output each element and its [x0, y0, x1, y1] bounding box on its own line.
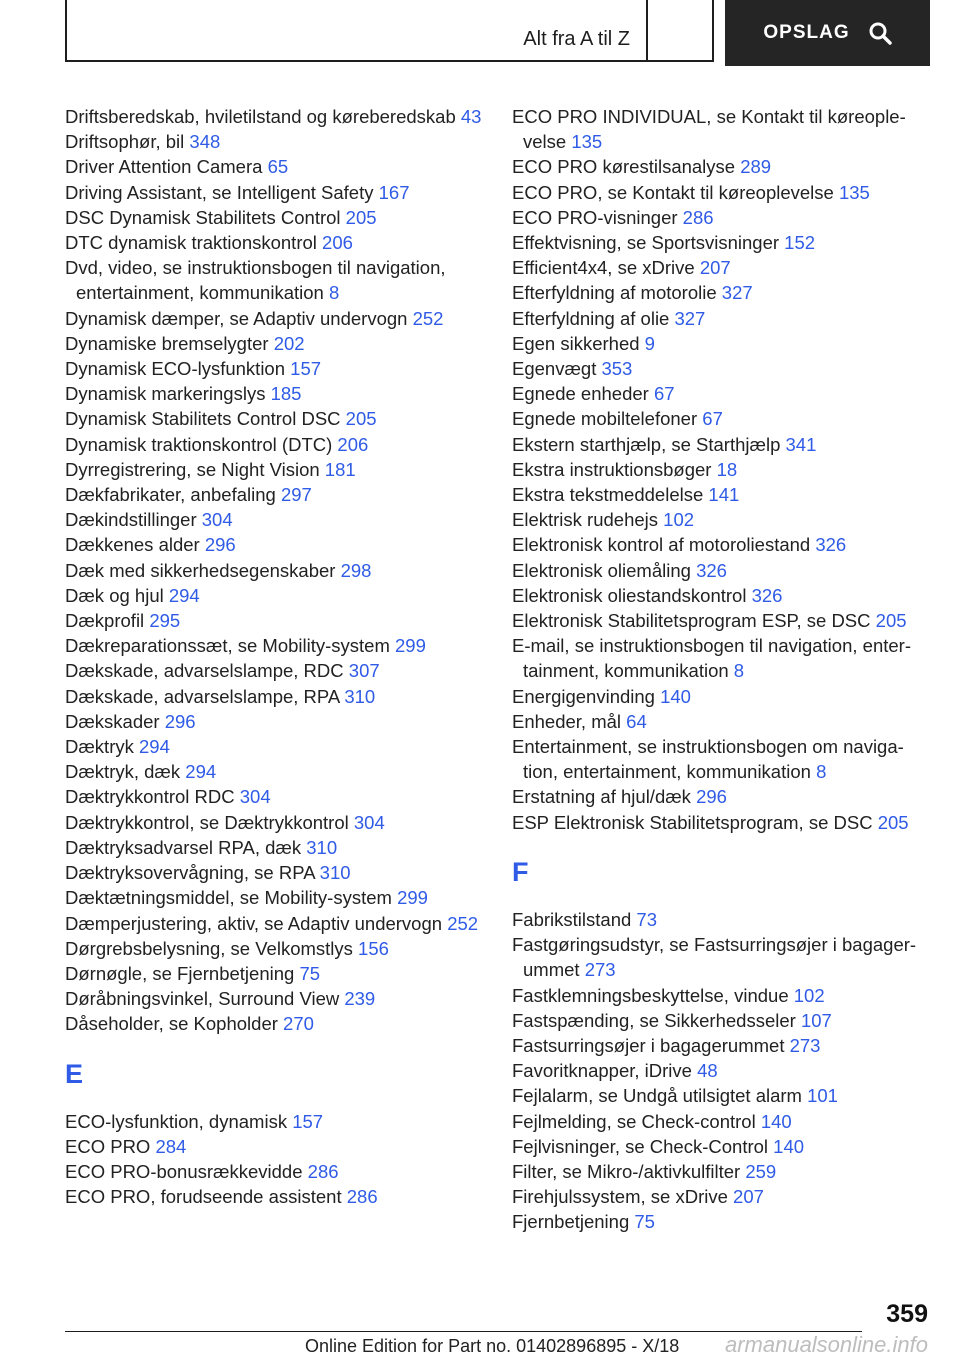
page-reference-link[interactable]: 294	[168, 584, 200, 606]
search-button[interactable]	[725, 0, 930, 66]
page-reference-link[interactable]: 65	[267, 156, 289, 178]
index-entry	[512, 306, 932, 331]
index-entry-text: Effektvisning, se Sportsvisninger	[512, 232, 780, 254]
index-entry-text: Favoritknapper, iDrive	[512, 1060, 692, 1082]
index-entry	[512, 457, 932, 482]
index-entry-text: ECO PRO, forudseende assistent	[65, 1186, 342, 1208]
index-entry	[65, 810, 495, 835]
index-entry	[65, 205, 495, 230]
index-entry-text: Dørgrebsbelysning, se Velkomstlys	[65, 937, 353, 959]
index-entry-text: Efterfyldning af olie	[512, 307, 670, 329]
page-reference-link[interactable]: 304	[239, 786, 271, 808]
index-entry	[65, 608, 495, 633]
index-entry	[512, 406, 932, 431]
index-entry-text: Firehjulssystem, se xDrive	[512, 1186, 728, 1208]
index-entry	[65, 255, 495, 305]
index-entry-text: Elektronisk oliemåling	[512, 559, 691, 581]
index-entry	[512, 558, 932, 583]
section-title: Alt fra A til Z	[523, 28, 630, 50]
index-entry	[512, 205, 932, 230]
index-entry	[512, 1109, 932, 1134]
page-reference-link[interactable]: 304	[201, 509, 233, 531]
index-entry-text: Dækfabrikater, anbefaling	[65, 484, 276, 506]
page-reference-link[interactable]: 152	[784, 232, 816, 254]
index-entry	[512, 532, 932, 557]
index-entry-text: Fejlalarm, se Undgå utilsigtet alarm	[512, 1085, 802, 1107]
page-reference-link[interactable]: 205	[345, 206, 377, 228]
page-reference-link[interactable]: 135	[571, 131, 603, 153]
index-entry-text: DTC dynamisk traktionskontrol	[65, 232, 317, 254]
page-reference-link[interactable]: 299	[395, 635, 426, 657]
index-entry	[512, 104, 932, 154]
page-reference-link[interactable]: 296	[164, 710, 196, 732]
page-reference-link[interactable]: 67	[702, 408, 723, 430]
page-reference-link[interactable]: 140	[760, 1110, 792, 1132]
index-entry	[512, 381, 932, 406]
index-entry	[65, 911, 495, 936]
index-entry-text: Dynamisk Stabilitets Control DSC	[65, 408, 341, 430]
index-entry-text: E-mail, se instruktionsbogen til navigation, entertainment, kommunikation	[512, 635, 911, 682]
header-tab-frame	[65, 0, 648, 62]
page-reference-link[interactable]: 341	[785, 433, 817, 455]
index-entry	[512, 1008, 932, 1033]
index-entry-text: Dækkenes alder	[65, 534, 200, 556]
page-reference-link[interactable]: 307	[348, 660, 380, 682]
page-reference-link[interactable]: 140	[773, 1135, 805, 1157]
page-header	[65, 0, 930, 66]
search-label: OPSLAG	[763, 22, 850, 43]
page-reference-link[interactable]: 273	[584, 959, 616, 981]
page-reference-link[interactable]: 157	[292, 1110, 324, 1132]
page-reference-link[interactable]: 156	[358, 937, 389, 959]
index-entry	[512, 1209, 932, 1234]
page-reference-link[interactable]: 205	[345, 408, 377, 430]
index-entry-text: Dynamisk markeringslys	[65, 383, 266, 405]
index-entry-text: Dynamisk ECO-lysfunktion	[65, 358, 286, 380]
index-entry	[65, 356, 495, 381]
page-reference-link[interactable]: 206	[322, 232, 353, 254]
index-entry	[512, 432, 932, 457]
index-entry-text: Fjernbetjening	[512, 1211, 630, 1233]
page-reference-link[interactable]: 202	[273, 332, 305, 354]
index-entry	[512, 356, 932, 381]
index-entry-text: Dæktryk, dæk	[65, 761, 181, 783]
index-entry-text: Driftsberedskab, hviletilstand og køreberedskab	[65, 106, 456, 127]
index-entry-text: Dækprofil	[65, 610, 145, 632]
index-entry	[512, 1033, 932, 1058]
index-entry-text: ECO PRO-bonusrækkevidde	[65, 1160, 303, 1182]
page-reference-link[interactable]: 304	[353, 811, 385, 833]
index-entry-text: Dynamiske bremselygter	[65, 332, 269, 354]
index-entry	[65, 507, 495, 532]
page-reference-link[interactable]: 102	[663, 509, 695, 531]
page-reference-link[interactable]: 286	[682, 206, 714, 228]
index-entry-text: Dynamisk dæmper, se Adaptiv undervogn	[65, 307, 408, 329]
index-entry-text: Fastsurringsøjer i bagagerummet	[512, 1034, 785, 1056]
index-entry-text: DSC Dynamisk Stabilitets Control	[65, 206, 341, 228]
page-reference-link[interactable]: 296	[696, 786, 727, 808]
page-reference-link[interactable]: 310	[306, 836, 338, 858]
page-reference-link[interactable]: 310	[344, 685, 376, 707]
page-reference-link[interactable]: 9	[644, 332, 655, 354]
page-reference-link[interactable]: 284	[155, 1135, 187, 1157]
index-list-e	[65, 1109, 495, 1210]
index-entry-text: Fabrikstilstand	[512, 908, 632, 930]
index-entry	[65, 1159, 495, 1184]
page-reference-link[interactable]: 294	[185, 761, 217, 783]
page-reference-link[interactable]: 64	[626, 710, 647, 732]
index-entry-text: Elektronisk oliestandskontrol	[512, 584, 747, 606]
index-entry-text: ECO-lysfunktion, dynamisk	[65, 1110, 288, 1132]
index-entry-text: Entertainment, se instruktionsbogen om navigation, entertainment, kommunikation	[512, 736, 904, 783]
index-entry-text: Dækskade, advarselslampe, RPA	[65, 685, 340, 707]
index-entry-text: Døråbningsvinkel, Surround View	[65, 988, 340, 1010]
page-reference-link[interactable]: 286	[346, 1186, 378, 1208]
index-entry	[65, 129, 495, 154]
index-entry-text: ESP Elektronisk Stabilitetsprogram, se DSC	[512, 811, 873, 833]
index-entry	[65, 709, 495, 734]
index-entry	[65, 986, 495, 1011]
index-entry	[65, 936, 495, 961]
index-entry	[512, 709, 932, 734]
index-entry-text: ECO PRO	[65, 1135, 151, 1157]
index-entry	[65, 306, 495, 331]
index-entry	[65, 860, 495, 885]
index-entry	[512, 507, 932, 532]
index-entry	[512, 1058, 932, 1083]
index-entry	[65, 961, 495, 986]
index-entry	[512, 1184, 932, 1209]
page-reference-link[interactable]: 18	[716, 458, 738, 480]
index-entry-text: Dæk og hjul	[65, 584, 164, 606]
page-reference-link[interactable]: 185	[270, 383, 302, 405]
index-column-left	[65, 104, 495, 1209]
index-entry	[512, 810, 932, 835]
index-entry-text: Dækreparationssæt, se Mobility-system	[65, 635, 390, 657]
page-reference-link[interactable]: 205	[877, 811, 909, 833]
header-tab-divider	[648, 0, 714, 62]
page-reference-link[interactable]: 326	[751, 584, 783, 606]
index-entry-text: Elektronisk Stabilitetsprogram ESP, se DSC	[512, 610, 871, 632]
index-entry	[512, 684, 932, 709]
index-entry-text: Filter, se Mikro-/aktivkulfilter	[512, 1160, 741, 1182]
index-entry-text: Efficient4x4, se xDrive	[512, 257, 695, 279]
page-reference-link[interactable]: 101	[807, 1085, 838, 1107]
index-entry-text: ECO PRO, se Kontakt til køreoplevelse	[512, 181, 834, 203]
page-reference-link[interactable]: 295	[149, 610, 181, 632]
page-reference-link[interactable]: 73	[636, 908, 657, 930]
index-entry-text: ECO PRO INDIVIDUAL, se Kontakt til køreoplevelse	[512, 106, 906, 153]
page-reference-link[interactable]: 8	[328, 282, 340, 304]
page-reference-link[interactable]: 43	[460, 106, 482, 127]
index-entry	[65, 230, 495, 255]
index-entry-text: Egnede mobiltelefoner	[512, 408, 698, 430]
index-entry-text: Dørnøgle, se Fjernbetjening	[65, 962, 295, 984]
index-entry	[65, 633, 495, 658]
index-entry	[512, 482, 932, 507]
index-entry	[65, 885, 495, 910]
page-reference-link[interactable]: 181	[324, 458, 356, 480]
page-reference-link[interactable]: 353	[601, 358, 633, 380]
index-entry-text: Elektronisk kontrol af motoroliestand	[512, 534, 811, 556]
page-reference-link[interactable]: 259	[745, 1160, 777, 1182]
index-entry	[512, 1159, 932, 1184]
page-reference-link[interactable]: 348	[189, 131, 221, 153]
index-entry	[512, 280, 932, 305]
index-entry	[65, 381, 495, 406]
index-entry-text: Enheder, mål	[512, 710, 622, 732]
index-entry	[65, 1184, 495, 1209]
index-entry-text: Dæk med sikkerhedsegenskaber	[65, 559, 336, 581]
index-entry	[65, 482, 495, 507]
index-entry-text: Dækindstillinger	[65, 509, 197, 531]
index-entry-text: Ekstra instruktionsbøger	[512, 458, 712, 480]
index-entry-text: Driftsophør, bil	[65, 131, 185, 153]
page-reference-link[interactable]: 205	[875, 610, 907, 632]
index-entry	[512, 633, 932, 683]
page-reference-link[interactable]: 206	[337, 433, 369, 455]
page-reference-link[interactable]: 135	[838, 181, 870, 203]
index-letter-e: E	[65, 1058, 84, 1089]
index-entry-text: Egen sikkerhed	[512, 332, 640, 354]
index-entry-text: Dæktrykkontrol RDC	[65, 786, 235, 808]
page-reference-link[interactable]: 270	[283, 1013, 314, 1035]
page-reference-link[interactable]: 67	[653, 383, 675, 405]
index-entry	[512, 154, 932, 179]
index-entry-text: Fejlmelding, se Check-control	[512, 1110, 756, 1132]
index-entry-text: Dynamisk traktionskontrol (DTC)	[65, 433, 333, 455]
index-entry	[65, 331, 495, 356]
index-entry-text: Dæktryksovervågning, se RPA	[65, 862, 315, 884]
index-entry	[65, 784, 495, 809]
index-entry	[65, 1109, 495, 1134]
index-entry	[65, 104, 495, 129]
index-list-e-continued	[512, 104, 932, 835]
index-entry-text: Dyrregistrering, se Night Vision	[65, 458, 320, 480]
page-reference-link[interactable]: 75	[299, 962, 321, 984]
page-reference-link[interactable]: 207	[733, 1186, 764, 1208]
page-reference-link[interactable]: 102	[793, 984, 825, 1006]
index-entry	[65, 658, 495, 683]
index-entry	[512, 784, 932, 809]
page-reference-link[interactable]: 327	[674, 307, 706, 329]
page-reference-link[interactable]: 273	[789, 1034, 821, 1056]
page-reference-link[interactable]: 252	[412, 307, 444, 329]
page-reference-link[interactable]: 239	[344, 988, 376, 1010]
page-reference-link[interactable]: 48	[697, 1060, 718, 1082]
index-entry-text: Fastspænding, se Sikkerhedsseler	[512, 1009, 796, 1031]
index-entry	[65, 457, 495, 482]
index-entry	[65, 835, 495, 860]
index-entry-text: Fastklemningsbeskyttelse, vindue	[512, 984, 789, 1006]
index-entry-text: Dækskader	[65, 710, 160, 732]
index-entry	[65, 154, 495, 179]
index-entry-text: Dæktryk	[65, 736, 134, 758]
index-entry	[512, 907, 932, 932]
index-entry-text: Erstatning af hjul/dæk	[512, 786, 691, 808]
index-entry	[512, 932, 932, 982]
index-entry-text: Ekstern starthjælp, se Starthjælp	[512, 433, 781, 455]
index-entry	[65, 532, 495, 557]
index-entry-text: Dæktryksadvarsel RPA, dæk	[65, 836, 302, 858]
index-entry-text: ECO PRO kørestilsanalyse	[512, 156, 736, 178]
page-reference-link[interactable]: 167	[378, 181, 410, 203]
page-reference-link[interactable]: 141	[708, 484, 740, 506]
index-column-right	[512, 104, 932, 1235]
index-entry	[65, 1011, 495, 1036]
page-reference-link[interactable]: 252	[447, 912, 479, 934]
page-reference-link[interactable]: 310	[319, 862, 351, 884]
index-entry-text: Driving Assistant, se Intelligent Safety	[65, 181, 374, 203]
index-entry	[65, 406, 495, 431]
page-reference-link[interactable]: 207	[699, 257, 731, 279]
index-entry	[512, 1134, 932, 1159]
search-icon	[868, 21, 892, 45]
page-reference-link[interactable]: 8	[733, 660, 745, 682]
page-reference-link[interactable]: 140	[660, 685, 691, 707]
index-entry	[512, 608, 932, 633]
index-entry	[65, 684, 495, 709]
page-reference-link[interactable]: 289	[740, 156, 772, 178]
index-entry-text: Dæktrykkontrol, se Dæktrykkontrol	[65, 811, 349, 833]
index-entry-text: Efterfyldning af motorolie	[512, 282, 717, 304]
index-entry	[512, 331, 932, 356]
index-entry-text: Driver Attention Camera	[65, 156, 263, 178]
index-entry-text: Dåseholder, se Kopholder	[65, 1013, 278, 1035]
index-entry-text: Dæmperjustering, aktiv, se Adaptiv undervogn	[65, 912, 443, 934]
index-entry-text: ECO PRO-visninger	[512, 206, 678, 228]
page-reference-link[interactable]: 75	[634, 1211, 655, 1233]
index-entry	[65, 180, 495, 205]
index-entry	[512, 983, 932, 1008]
index-letter-f: F	[512, 856, 529, 887]
index-entry-text: Ekstra tekstmeddelelse	[512, 484, 704, 506]
index-entry-text: Egnede enheder	[512, 383, 649, 405]
page-number: 359	[886, 1300, 928, 1328]
page-reference-link[interactable]: 286	[307, 1160, 339, 1182]
index-entry-text: Fastgøringsudstyr, se Fastsurringsøjer i bagagerummet	[512, 934, 917, 981]
page-reference-link[interactable]: 297	[280, 484, 312, 506]
index-entry	[512, 230, 932, 255]
index-entry	[65, 1134, 495, 1159]
index-list-f	[512, 907, 932, 1235]
index-entry	[65, 583, 495, 608]
page-reference-link[interactable]: 326	[815, 534, 847, 556]
index-entry	[65, 558, 495, 583]
index-list-d	[65, 104, 495, 1037]
index-entry-text: Egenvægt	[512, 358, 597, 380]
edition-text: Online Edition for Part no. 01402896895 - X/18	[305, 1336, 680, 1356]
index-entry-text: Dæktætningsmiddel, se Mobility-system	[65, 887, 392, 909]
watermark: armanualsonline.info	[724, 1332, 928, 1357]
index-entry	[512, 583, 932, 608]
page-reference-link[interactable]: 296	[204, 534, 236, 556]
index-entry	[65, 759, 495, 784]
index-entry-text: Dvd, video, se instruktionsbogen til navigation, entertainment, kommunikation	[65, 257, 446, 304]
index-entry	[512, 1083, 932, 1108]
page-reference-link[interactable]: 327	[721, 282, 753, 304]
page-reference-link[interactable]: 326	[696, 559, 727, 581]
index-entry	[65, 734, 495, 759]
index-entry	[512, 255, 932, 280]
index-entry-text: Elektrisk rudehejs	[512, 509, 659, 531]
index-entry-text: Fejlvisninger, se Check-Control	[512, 1135, 769, 1157]
index-entry	[65, 432, 495, 457]
index-entry	[512, 180, 932, 205]
index-entry-text: Dækskade, advarselslampe, RDC	[65, 660, 344, 682]
page-reference-link[interactable]: 8	[816, 761, 827, 783]
index-entry	[512, 734, 932, 784]
page-reference-link[interactable]: 298	[340, 559, 372, 581]
page-reference-link[interactable]: 299	[397, 887, 428, 909]
index-entry-text: Energigenvinding	[512, 685, 655, 707]
page-reference-link[interactable]: 294	[139, 736, 170, 758]
page-reference-link[interactable]: 157	[290, 358, 322, 380]
page-reference-link[interactable]: 107	[800, 1009, 832, 1031]
